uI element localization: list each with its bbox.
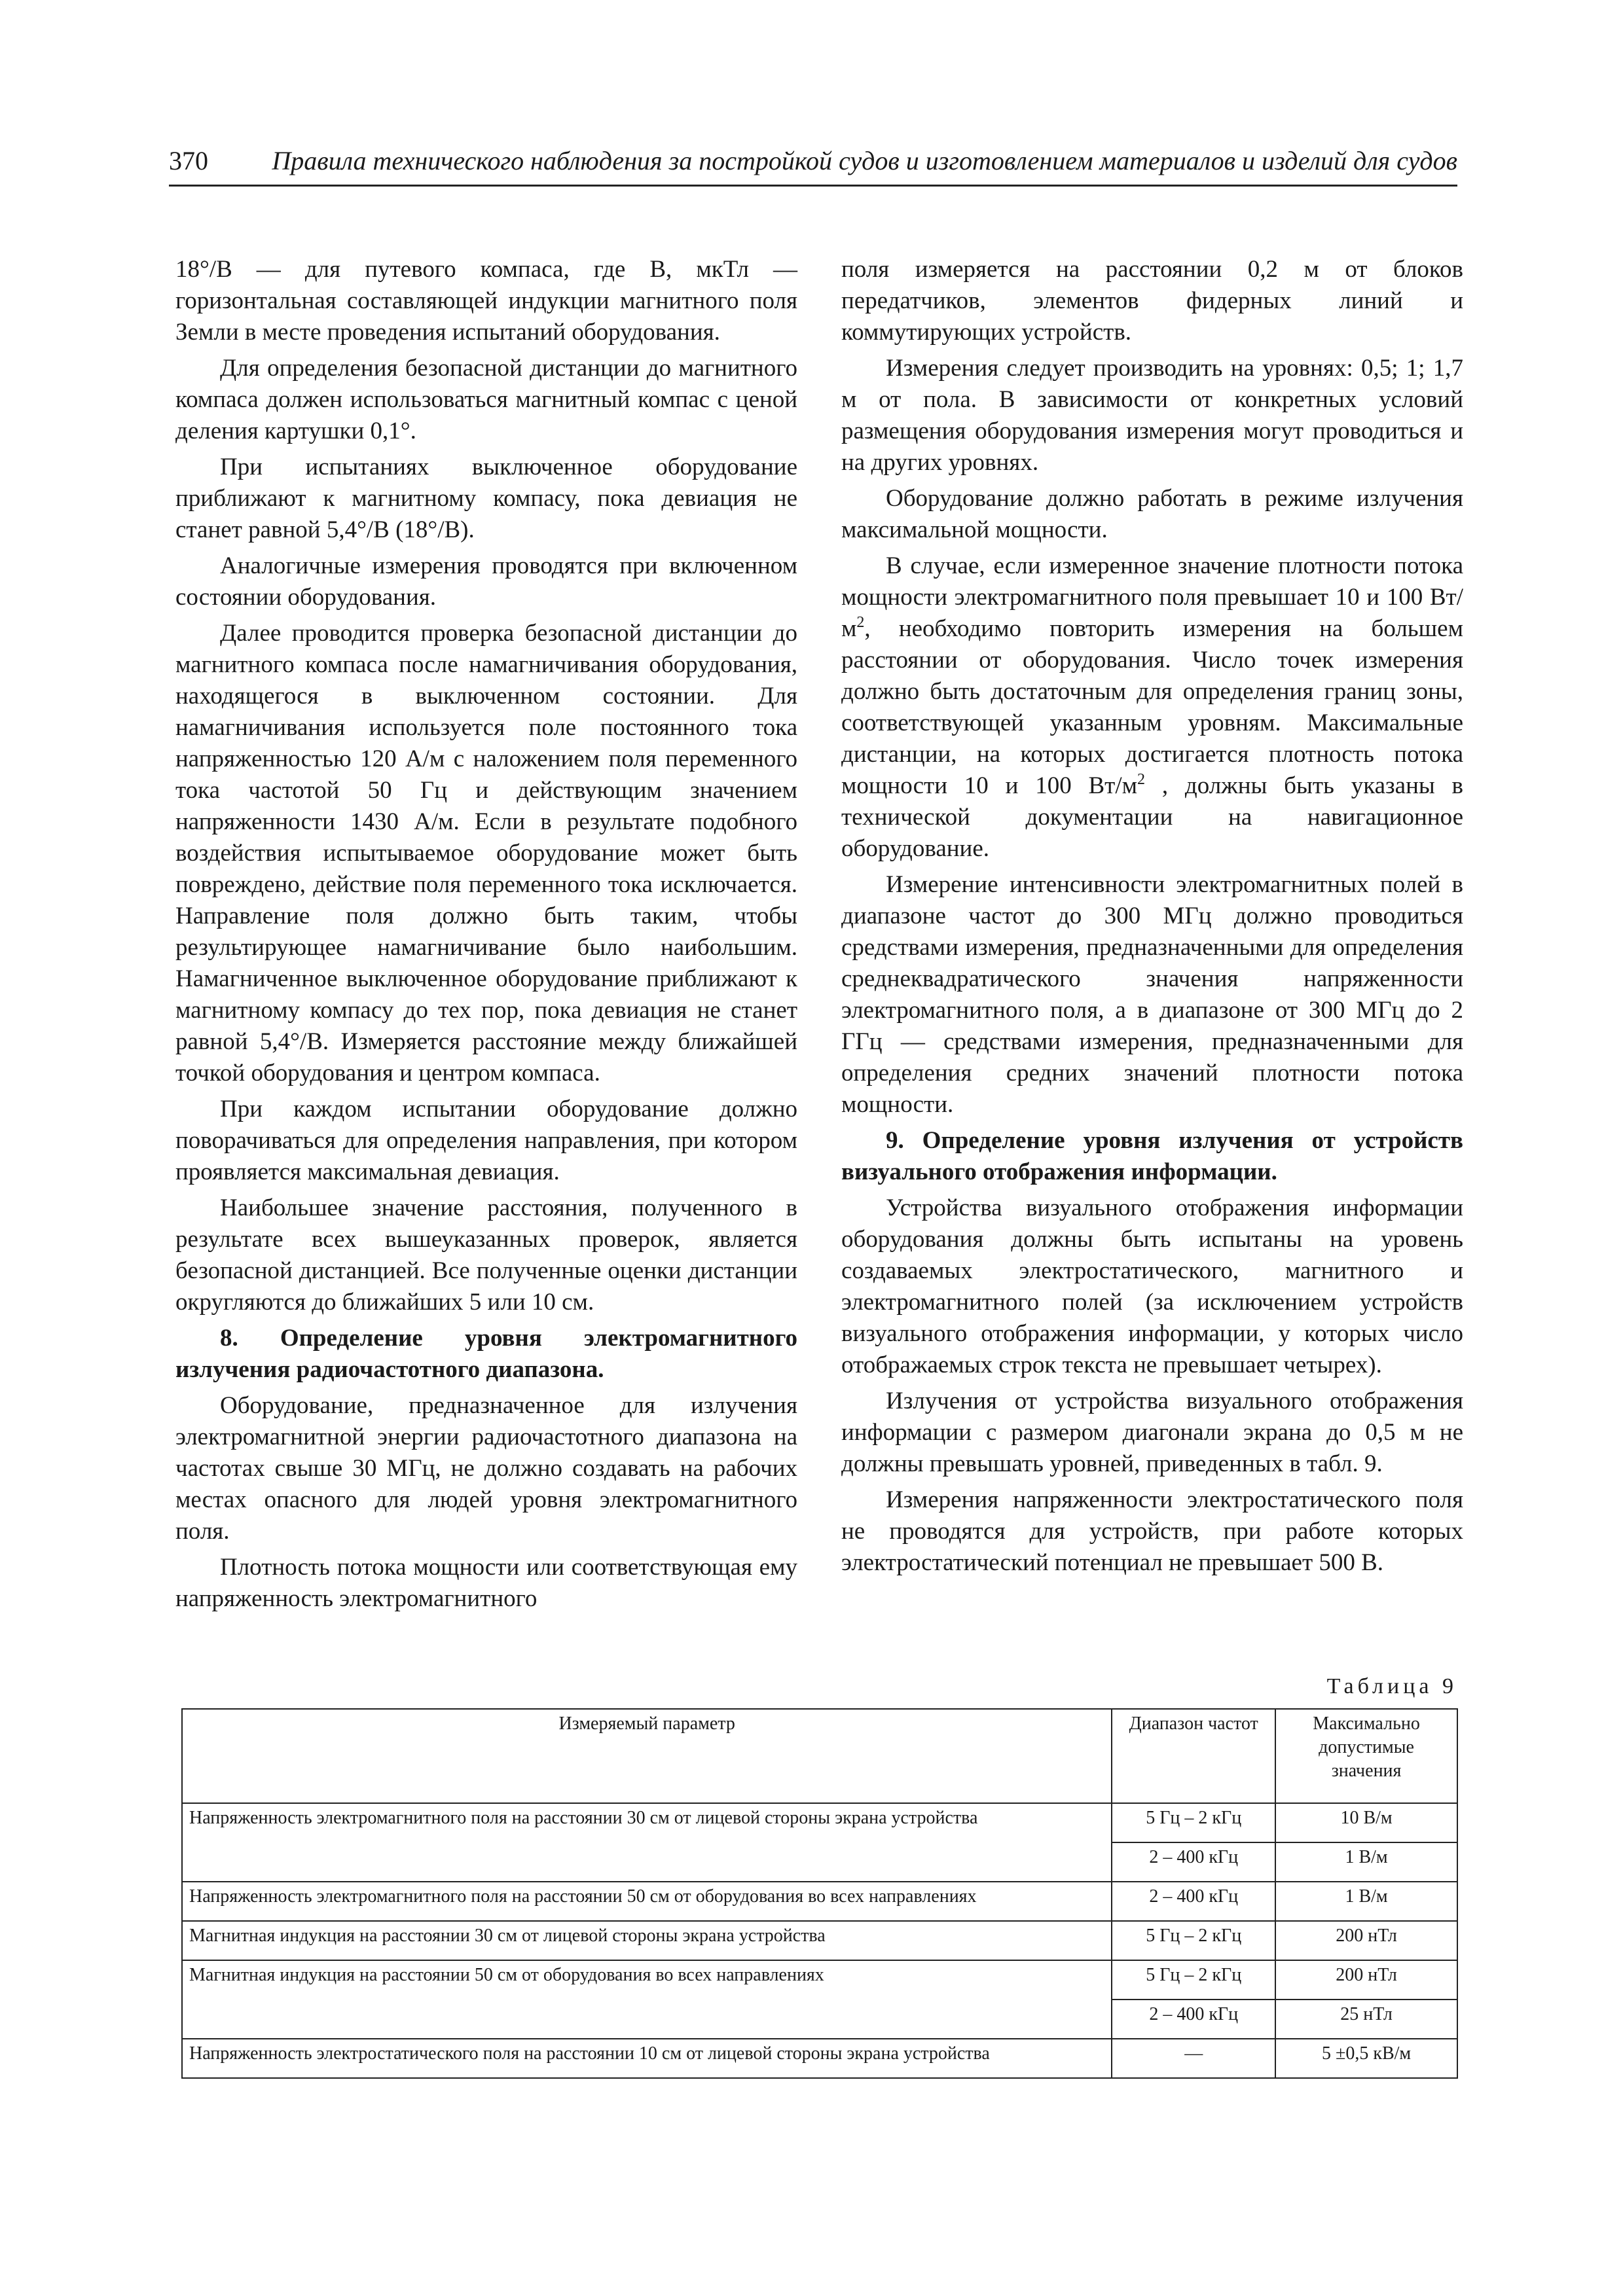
frequency-cell: — xyxy=(1112,2039,1275,2078)
frequency-cell: 2 – 400 кГц xyxy=(1112,1842,1275,1882)
section-heading-8: 8. Определение уровня электромагнитного излучения радиочастотного диапазона. xyxy=(175,1325,797,1383)
paragraph: 18°/B — для путевого компаса, где B, мкТл — горизонтальная составляющей индукции магнитного поля Земли в месте проведения испытаний оборудования. xyxy=(175,256,797,346)
table-header-row xyxy=(182,1709,1457,1803)
table-caption: Таблица 9 xyxy=(1326,1674,1457,1698)
paragraph: Далее проводится проверка безопасной дистанции до магнитного компаса после намагничивания оборудования, находящегося в выключенном состоянии. Для намагничивания используется поле постоянного тока напряженностью 120 А/м с наложением поля переменного тока частотой 50 Гц и действующим значением напряженности 1430 А/м. Если в результате подобного воздействия испытываемое оборудование может быть повреждено, действие поля переменного тока исключается. Направление поля должно быть таким, чтобы результирующее намагничивание было наибольшим. Намагниченное выключенное оборудование приближают к магнитному компасу до тех пор, пока девиация не станет равной 5,4°/B. Измеряется расстояние между ближайшей точкой оборудования и центром компаса. xyxy=(175,620,797,1086)
paragraph: Измерение интенсивности электромагнитных полей в диапазоне частот до 300 МГц должно проводиться средствами измерения, предназначенными для определения среднеквадратического значения напряженности электромагнитного поля, а в диапазоне от 300 МГц до 2 ГГц — средствами измерения, предназначенными для определения средних значений плотности потока мощности. xyxy=(841,871,1463,1118)
table-row xyxy=(182,1921,1457,1960)
left-column xyxy=(175,254,797,1619)
running-title: Правила технического наблюдения за постройкой судов и изготовлением материалов и изделий для судов xyxy=(272,146,1457,175)
page-header xyxy=(169,145,1457,187)
paragraph: Для определения безопасной дистанции до магнитного компаса должен использоваться магнитный компас с ценой деления картушки 0,1°. xyxy=(175,355,797,444)
limit-cell: 25 нТл xyxy=(1275,2000,1457,2039)
table-row xyxy=(182,1882,1457,1921)
paragraph xyxy=(841,550,1463,865)
paragraph: При каждом испытании оборудование должно поворачиваться для определения направления, при котором проявляется максимальная девиация. xyxy=(175,1096,797,1185)
parameter-cell: Напряженность электромагнитного поля на расстоянии 30 см от лицевой стороны экрана устройства xyxy=(182,1803,1112,1882)
paragraph: Излучения от устройства визуального отображения информации с размером диагонали экрана до 0,5 м не должны превышать уровней, приведенных в табл. 9. xyxy=(841,1388,1463,1477)
paragraph: Оборудование должно работать в режиме излучения максимальной мощности. xyxy=(841,485,1463,543)
limit-cell: 200 нТл xyxy=(1275,1960,1457,2000)
frequency-cell: 5 Гц – 2 кГц xyxy=(1112,1803,1275,1842)
paragraph: Наибольшее значение расстояния, полученного в результате всех вышеуказанных проверок, является безопасной дистанцией. Все полученные оценки дистанции округляются до ближайших 5 или 10 см. xyxy=(175,1194,797,1316)
frequency-cell: 5 Гц – 2 кГц xyxy=(1112,1921,1275,1960)
right-column xyxy=(841,254,1463,1583)
table-row xyxy=(182,2039,1457,2078)
limits-table xyxy=(181,1708,1458,2079)
parameter-cell: Магнитная индукция на расстоянии 50 см от оборудования во всех направлениях xyxy=(182,1960,1112,2039)
paragraph: Измерения напряженности электростатического поля не проводятся для устройств, при работе которых электростатический потенциал не превышает 500 В. xyxy=(841,1486,1463,1576)
frequency-cell: 2 – 400 кГц xyxy=(1112,2000,1275,2039)
page-number: 370 xyxy=(169,146,208,175)
paragraph: При испытаниях выключенное оборудование приближают к магнитному компасу, пока девиация не станет равной 5,4°/B (18°/B). xyxy=(175,454,797,543)
parameter-cell: Напряженность электромагнитного поля на расстоянии 50 см от оборудования во всех направлениях xyxy=(182,1882,1112,1921)
section-heading-9: 9. Определение уровня излучения от устройств визуального отображения информации. xyxy=(841,1127,1463,1185)
frequency-cell: 2 – 400 кГц xyxy=(1112,1882,1275,1921)
limit-cell: 1 В/м xyxy=(1275,1882,1457,1921)
paragraph: Аналогичные измерения проводятся при включенном состоянии оборудования. xyxy=(175,552,797,611)
paragraph: Оборудование, предназначенное для излучения электромагнитной энергии радиочастотного диапазона на частотах свыше 30 МГц, не должно создавать на рабочих местах опасного для людей уровня электромагнитного поля. xyxy=(175,1392,797,1545)
table-row xyxy=(182,1803,1457,1842)
paragraph: поля измеряется на расстоянии 0,2 м от блоков передатчиков, элементов фидерных линий и коммутирующих устройств. xyxy=(841,256,1463,346)
text-fragment: , должны быть указаны в технической документации на навигационное оборудование. xyxy=(841,772,1463,862)
superscript: 2 xyxy=(856,614,865,631)
paragraph: Устройства визуального отображения информации оборудования должны быть испытаны на уровень создаваемых электростатического, магнитного и электромагнитного полей (за исключением устройств визуального отображения информации, у которых число отображаемых строк текста не превышает четырех). xyxy=(841,1194,1463,1378)
limit-cell: 1 В/м xyxy=(1275,1842,1457,1882)
parameter-cell: Напряженность электростатического поля на расстоянии 10 см от лицевой стороны экрана устройства xyxy=(182,2039,1112,2078)
column-header: Диапазон частот xyxy=(1112,1709,1275,1803)
frequency-cell: 5 Гц – 2 кГц xyxy=(1112,1960,1275,2000)
limit-cell: 200 нТл xyxy=(1275,1921,1457,1960)
table-row xyxy=(182,1960,1457,2000)
paragraph: Измерения следует производить на уровнях: 0,5; 1; 1,7 м от пола. В зависимости от конкретных условий размещения оборудования измерения могут проводиться и на других уровнях. xyxy=(841,355,1463,476)
limit-cell: 10 В/м xyxy=(1275,1803,1457,1842)
limit-cell: 5 ±0,5 кВ/м xyxy=(1275,2039,1457,2078)
superscript: 2 xyxy=(1137,771,1146,788)
text-fragment: , необходимо повторить измерения на большем расстоянии от оборудования. Число точек измерения должно быть достаточным для определения границ зоны, соответствующей указанным уровням. Максимальные дистанции, на которых достигается плотность потока мощности 10 и 100 Вт/м xyxy=(841,615,1463,799)
paragraph: Плотность потока мощности или соответствующая ему напряженность электромагнитного xyxy=(175,1554,797,1612)
parameter-cell: Магнитная индукция на расстоянии 30 см от лицевой стороны экрана устройства xyxy=(182,1921,1112,1960)
column-header: Измеряемый параметр xyxy=(182,1709,1112,1803)
text-fragment: В случае, если измеренное значение плотности потока мощности электромагнитного поля превышает 10 и 100 Вт/м xyxy=(841,552,1463,642)
column-header: Максимально допустимые значения xyxy=(1275,1709,1457,1803)
